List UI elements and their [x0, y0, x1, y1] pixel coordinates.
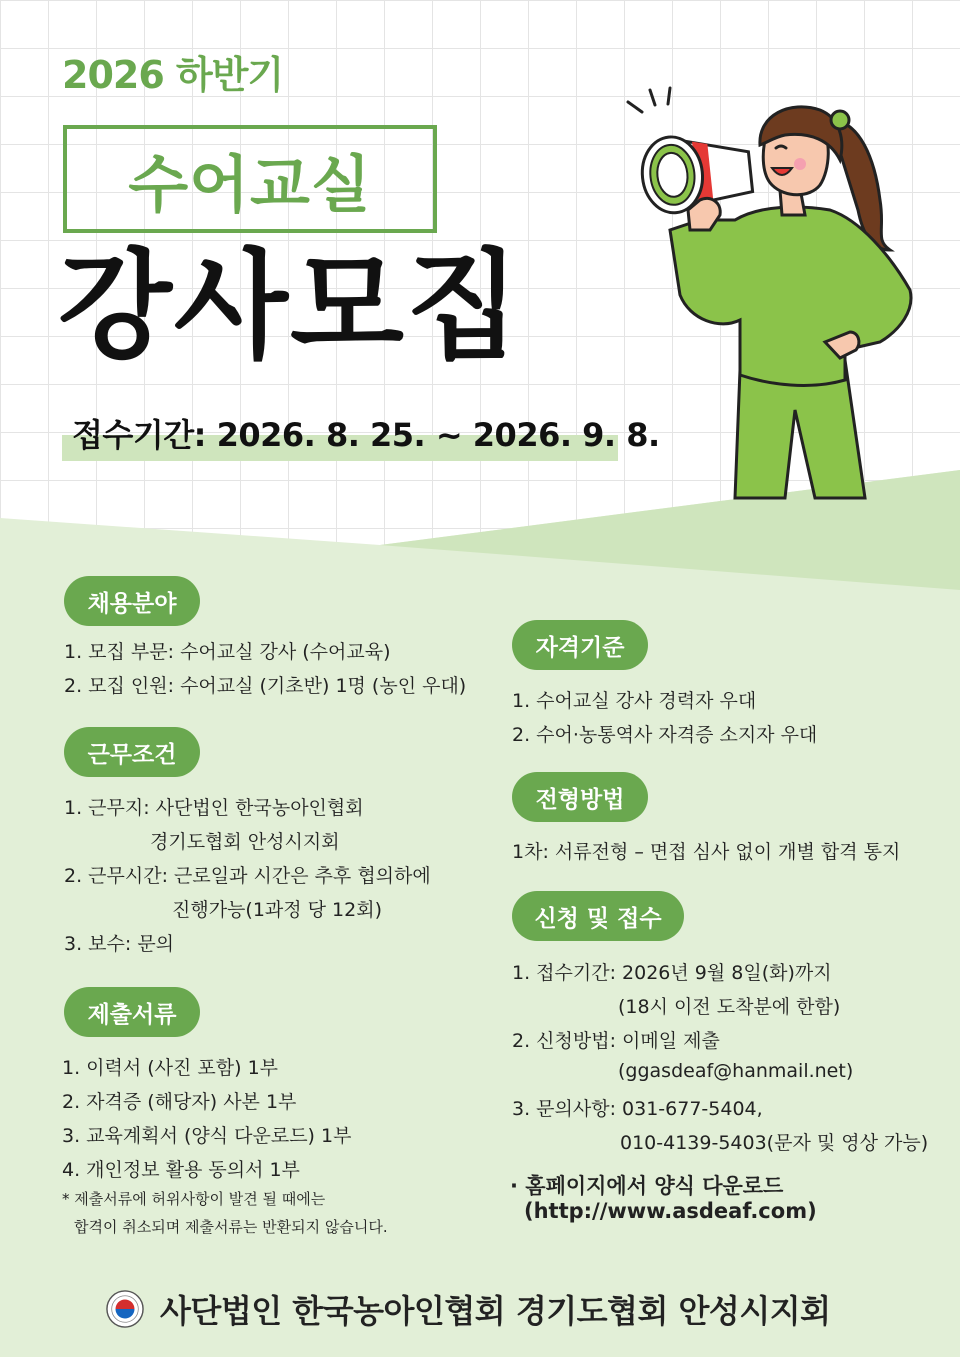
- selection-line: 1차: 서류전형 – 면접 심사 없이 개별 합격 통지: [512, 841, 901, 863]
- documents-note: 합격이 취소되며 제출서류는 반환되지 않습니다.: [74, 1218, 388, 1236]
- boxed-title: 수어교실: [63, 125, 437, 233]
- section-title-work-conditions: 근무조건: [64, 727, 200, 777]
- section-title-qualifications: 자격기준: [512, 620, 648, 670]
- qualifications-line: 2. 수어·농통역사 자격증 소지자 우대: [512, 724, 818, 746]
- documents-line: 1. 이력서 (사진 포함) 1부: [62, 1057, 279, 1079]
- association-seal-icon: [106, 1290, 144, 1328]
- recruit-field-line: 1. 모집 부문: 수어교실 강사 (수어교육): [64, 641, 391, 663]
- work-conditions-line: 진행가능(1과정 당 12회): [172, 899, 383, 921]
- homepage-note: · 홈페이지에서 양식 다운로드: [510, 1174, 784, 1198]
- work-conditions-line: 3. 보수: 문의: [64, 933, 175, 955]
- section-title-documents: 제출서류: [64, 987, 200, 1037]
- application-line: 2. 신청방법: 이메일 제출: [512, 1030, 720, 1052]
- recruit-field-line: 2. 모집 인원: 수어교실 (기초반) 1명 (농인 우대): [64, 675, 467, 697]
- section-title-recruit-field: 채용분야: [64, 576, 200, 626]
- footer-org-name: 사단법인 한국농아인협회 경기도협회 안성시지회: [160, 1292, 831, 1330]
- application-line: 010-4139-5403(문자 및 영상 가능): [620, 1132, 929, 1154]
- application-line: (18시 이전 도착분에 한함): [618, 996, 841, 1018]
- work-conditions-line: 경기도협회 안성시지회: [150, 831, 340, 853]
- application-line: 3. 문의사항: 031-677-5404,: [512, 1098, 763, 1120]
- application-email: (ggasdeaf@hanmail.net): [618, 1060, 854, 1082]
- section-title-selection: 전형방법: [512, 772, 648, 822]
- homepage-url: (http://www.asdeaf.com): [524, 1199, 817, 1223]
- work-conditions-line: 1. 근무지: 사단법인 한국농아인협회: [64, 797, 364, 819]
- subtitle: 2026 하반기: [62, 53, 284, 97]
- documents-note: * 제출서류에 허위사항이 발견 될 때에는: [62, 1190, 326, 1208]
- main-title: 강사모집: [58, 237, 522, 375]
- application-line: 1. 접수기간: 2026년 9월 8일(화)까지: [512, 962, 832, 984]
- section-title-application: 신청 및 접수: [512, 891, 684, 941]
- qualifications-line: 1. 수어교실 강사 경력자 우대: [512, 690, 757, 712]
- application-period: 접수기간: 2026. 8. 25. ~ 2026. 9. 8.: [72, 416, 660, 454]
- documents-line: 2. 자격증 (해당자) 사본 1부: [62, 1091, 297, 1113]
- documents-line: 3. 교육계획서 (양식 다운로드) 1부: [62, 1125, 352, 1147]
- work-conditions-line: 2. 근무시간: 근로일과 시간은 추후 협의하에: [64, 865, 431, 887]
- documents-line: 4. 개인정보 활용 동의서 1부: [62, 1159, 300, 1181]
